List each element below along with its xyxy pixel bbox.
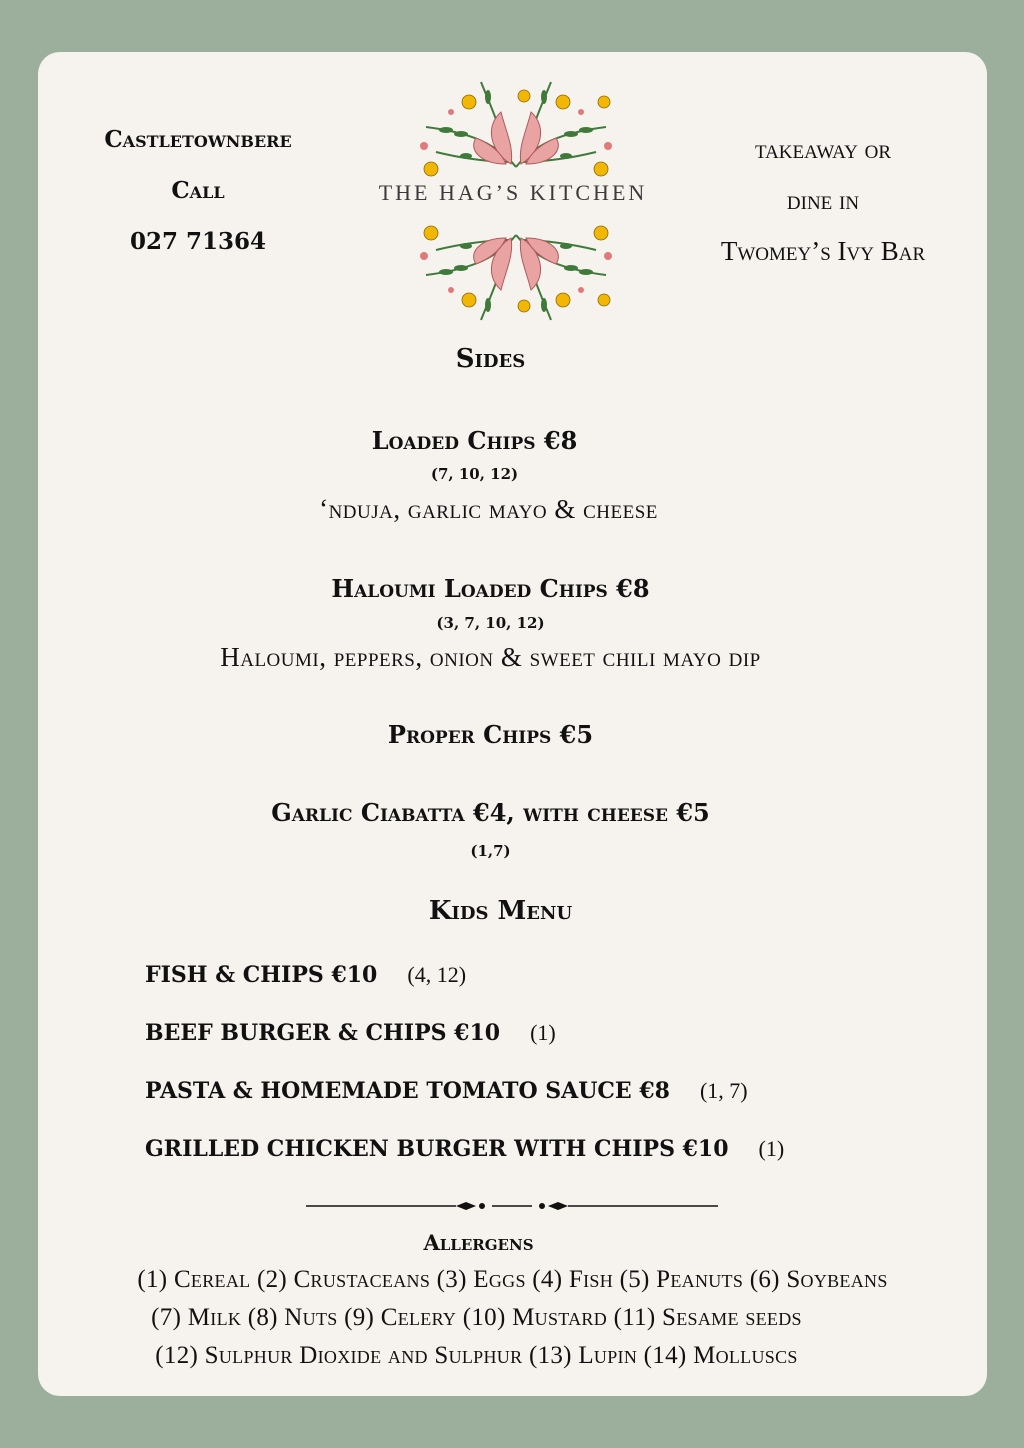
service-block	[688, 124, 958, 277]
floral-ornament-bottom-icon	[406, 220, 626, 330]
kids-item	[145, 1136, 784, 1162]
menu-item-name: Garlic Ciabatta €4, with cheese €5	[271, 798, 710, 827]
sides-heading: Sides	[455, 344, 526, 374]
kids-item	[145, 1078, 748, 1104]
allergen-codes: (4, 12)	[407, 962, 467, 987]
allergen-codes: (7, 10, 12)	[430, 465, 519, 483]
allergens-line-1: (1) Cereal (2) Crustaceans (3) Eggs (4) Fish (5) Peanuts (6) Soybeans	[137, 1266, 888, 1293]
allergen-codes: (3, 7, 10, 12)	[436, 614, 545, 632]
allergens-line-2: (7) Milk (8) Nuts (9) Celery (10) Mustard (11) Sesame seeds	[151, 1304, 802, 1331]
kids-item-name: FISH & CHIPS €10	[145, 962, 378, 988]
service-line-1: takeaway or	[754, 134, 891, 164]
contact-block	[38, 114, 358, 267]
allergen-codes: (1)	[758, 1136, 785, 1161]
service-line-2: dine in	[786, 185, 860, 215]
brand-name: THE HAG’S KITCHEN	[378, 180, 648, 205]
kids-item-name: PASTA & HOMEMADE TOMATO SAUCE €8	[145, 1078, 670, 1104]
kids-menu-heading: Kids Menu	[428, 896, 573, 926]
phone-number: 027 71364	[129, 228, 267, 255]
ornamental-divider-icon	[306, 1196, 718, 1216]
menu-item-description: Haloumi, peppers, onion & sweet chili mayo dip	[220, 642, 761, 672]
allergens-line-3: (12) Sulphur Dioxide and Sulphur (13) Lupin (14) Molluscs	[155, 1342, 798, 1369]
allergen-codes: (1)	[530, 1020, 556, 1045]
service-line-3: Twomey’s Ivy Bar	[720, 236, 926, 266]
menu-card	[38, 52, 987, 1396]
menu-item-name: Haloumi Loaded Chips €8	[331, 574, 650, 603]
kids-item-name: GRILLED CHICKEN BURGER WITH CHIPS €10	[145, 1136, 729, 1162]
allergen-codes: (1,7)	[470, 842, 511, 860]
kids-item	[145, 1020, 556, 1046]
location-text: Castletownbere	[104, 126, 292, 153]
menu-item-name: Loaded Chips €8	[371, 426, 578, 455]
kids-item-name: BEEF BURGER & CHIPS €10	[145, 1020, 501, 1046]
allergen-codes: (1, 7)	[699, 1078, 748, 1103]
call-label: Call	[171, 177, 225, 204]
kids-item	[145, 962, 466, 988]
allergens-heading: Allergens	[423, 1230, 534, 1255]
floral-ornament-top-icon	[406, 72, 626, 182]
menu-item-description: ‘nduja, garlic mayo & cheese	[319, 494, 658, 524]
menu-item-name: Proper Chips €5	[387, 720, 594, 749]
